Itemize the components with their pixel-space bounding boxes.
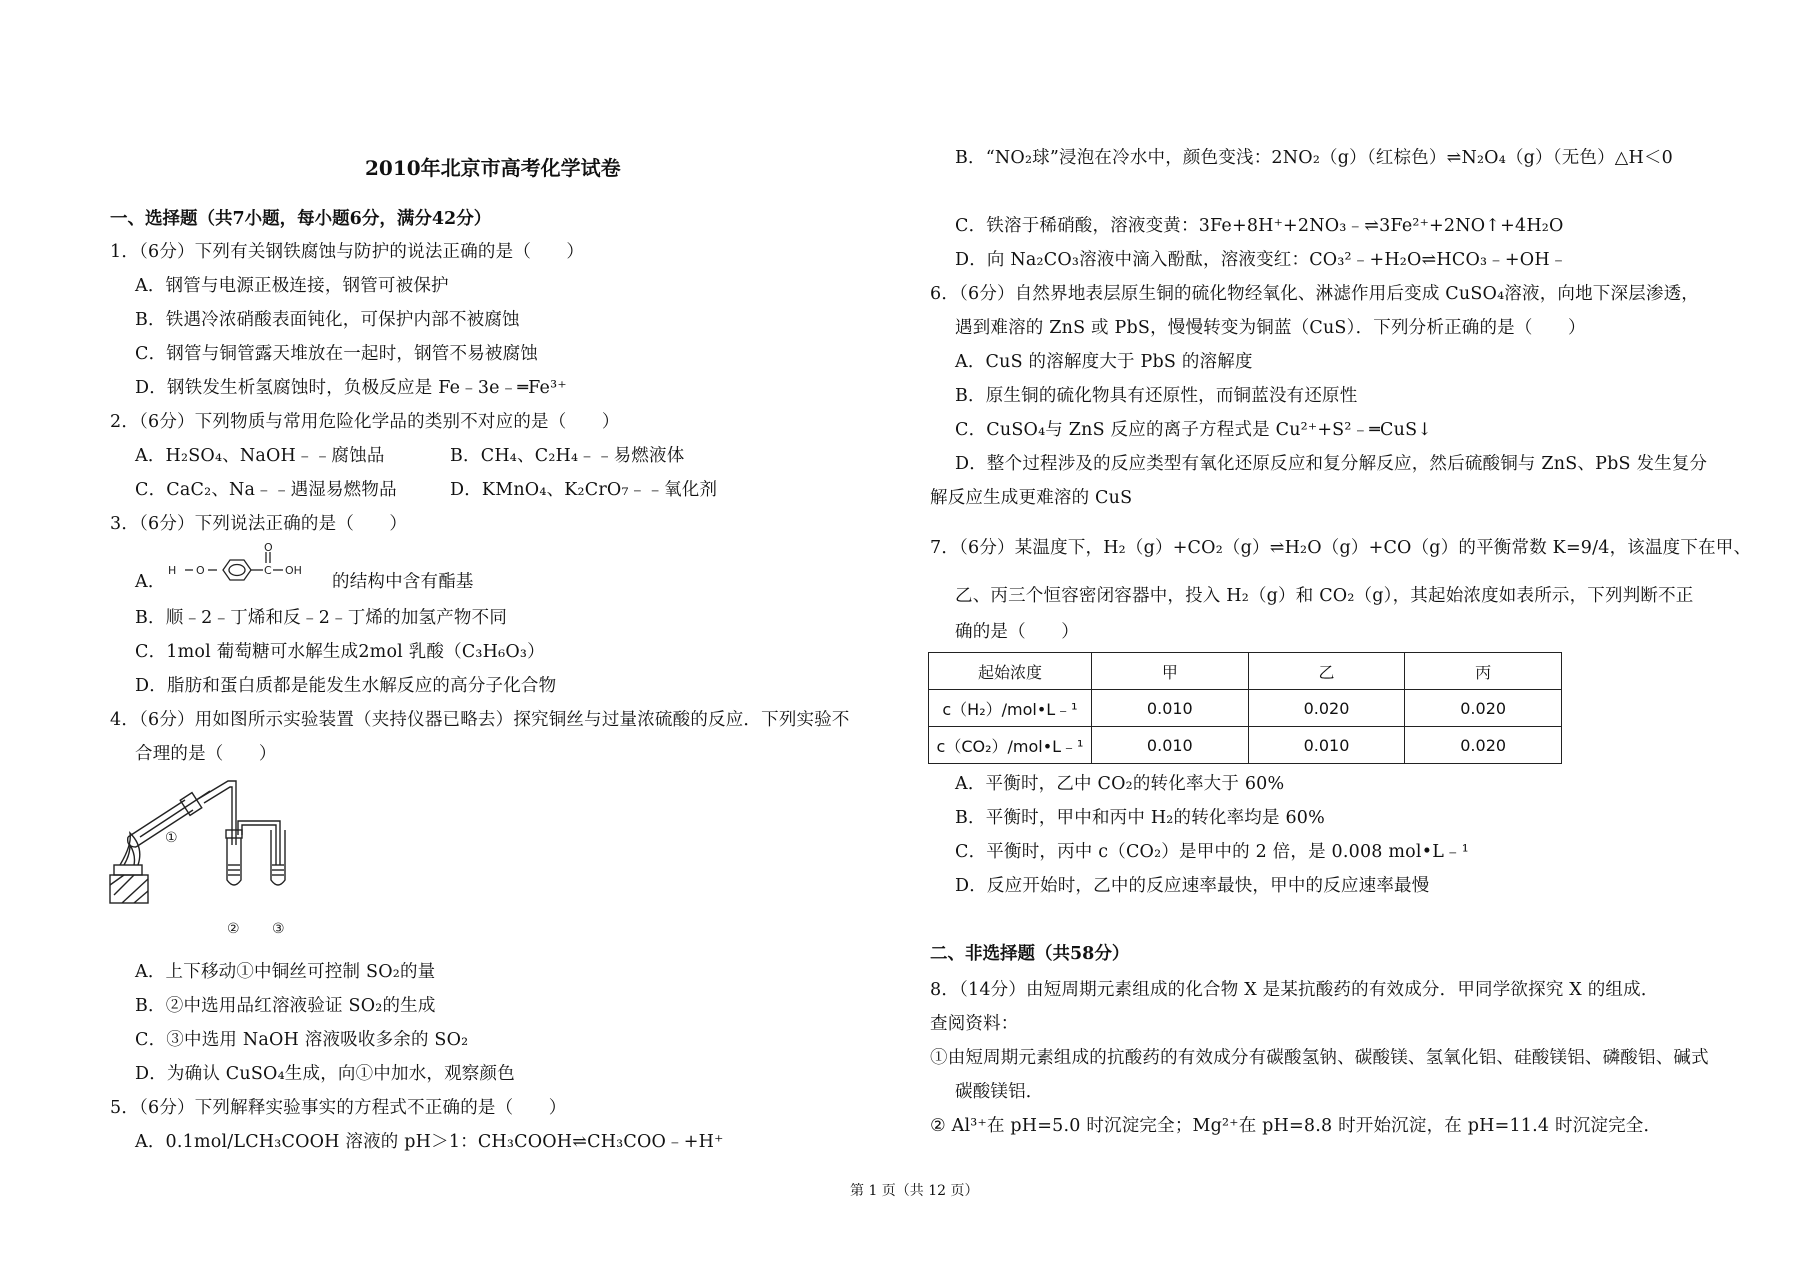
table-header-cell: 乙 [1248,653,1405,690]
table-header-cell: 甲 [1092,653,1249,690]
section-heading-choice: 一、选择题（共7小题，每小题6分，满分42分） [110,209,492,229]
q6-option-d-cont: 解反应生成更难溶的 CuS [930,488,1133,508]
molecule-oh: OH [285,564,302,577]
molecule-c: C [264,564,272,577]
q4-option-b: B．②中选用品红溶液验证 SO₂的生成 [135,996,436,1016]
q6-option-d: D．整个过程涉及的反应类型有氧化还原反应和复分解反应，然后硫酸铜与 ZnS、PbS 发生复分 [955,454,1708,474]
q8-reference-2: ② Al³⁺在 pH=5.0 时沉淀完全；Mg²⁺在 pH=8.8 时开始沉淀，在 pH=11.4 时沉淀完全． [930,1116,1662,1136]
initial-concentration-table [928,652,1562,764]
table-header-cell: 起始浓度 [929,653,1092,690]
question-8: 8．（14分）由短周期元素组成的化合物 X 是某抗酸药的有效成分．甲同学欲探究 X 的组成． [930,980,1659,1000]
table-cell: 0.020 [1405,727,1562,764]
table-cell: 0.010 [1092,727,1249,764]
q8-reference-heading: 查阅资料： [930,1014,1019,1034]
q5-option-a: A．0.1mol/LCH₃COOH 溶液的 pH＞1：CH₃COOH⇌CH₃COO﹣+H⁺ [135,1132,724,1152]
molecule-o: O [196,564,205,577]
q8-reference-1-cont: 碳酸镁铝． [955,1082,1044,1102]
question-4-cont: 合理的是（ ） [135,744,277,764]
q7-option-d: D．反应开始时，乙中的反应速率最快，甲中的反应速率最慢 [955,876,1430,896]
label-circle-2: ② [227,921,240,937]
section-heading-nonchoice: 二、非选择题（共58分） [930,944,1130,964]
table-cell: 0.010 [1248,727,1405,764]
q3-option-b: B．顺﹣2﹣丁烯和反﹣2﹣丁烯的加氢产物不同 [135,608,508,628]
q3-option-a-label: A． [135,572,166,592]
question-6: 6．（6分）自然界地表层原生铜的硫化物经氧化、淋滤作用后变成 CuSO₄溶液，向地下深层渗透， [930,284,1699,304]
table-cell: c（H₂）/mol•L﹣¹ [929,690,1092,727]
q2-option-a: A．H₂SO₄、NaOH﹣﹣腐蚀品 [135,446,385,466]
q3-option-a-text: 的结构中含有酯基 [332,572,474,592]
table-cell: 0.010 [1092,690,1249,727]
table-cell: c（CO₂）/mol•L﹣¹ [929,727,1092,764]
table-row [929,727,1562,764]
q5-option-d: D．向 Na₂CO₃溶液中滴入酚酞，溶液变红：CO₃²﹣+H₂O⇌HCO₃﹣+OH﹣ [955,250,1568,270]
question-7-cont2: 确的是（ ） [955,622,1079,642]
q4-option-c: C．③中选用 NaOH 溶液吸收多余的 SO₂ [135,1030,469,1050]
q1-option-b: B．铁遇冷浓硝酸表面钝化，可保护内部不被腐蚀 [135,310,520,330]
q1-option-d: D．钢铁发生析氢腐蚀时，负极反应是 Fe﹣3e﹣═Fe³⁺ [135,378,567,398]
q2-option-d: D．KMnO₄、K₂CrO₇﹣﹣氧化剂 [450,480,718,500]
q6-option-b: B．原生铜的硫化物具有还原性，而铜蓝没有还原性 [955,386,1358,406]
molecule-double-o: O [264,541,273,554]
question-3: 3．（6分）下列说法正确的是（ ） [110,514,408,534]
q1-option-c: C．钢管与铜管露天堆放在一起时，钢管不易被腐蚀 [135,344,538,364]
label-circle-3: ③ [272,921,285,937]
question-1: 1．（6分）下列有关钢铁腐蚀与防护的说法正确的是（ ） [110,242,585,262]
label-circle-1: ① [165,830,178,846]
q3-option-c: C．1mol 葡萄糖可水解生成2mol 乳酸（C₃H₆O₃） [135,642,545,662]
q5-option-b: B．“NO₂球”浸泡在冷水中，颜色变浅：2NO₂（g）（红棕色）⇌N₂O₄（g）（无色）△H＜0 [955,148,1673,168]
q6-option-a: A．CuS 的溶解度大于 PbS 的溶解度 [955,352,1253,372]
ester-structure-figure [165,543,335,585]
question-6-cont: 遇到难溶的 ZnS 或 PbS，慢慢转变为铜蓝（CuS）．下列分析正确的是（ ） [955,318,1586,338]
table-header-cell: 丙 [1405,653,1562,690]
q5-option-c: C．铁溶于稀硝酸，溶液变黄：3Fe+8H⁺+2NO₃﹣⇌3Fe²⁺+2NO↑+4H₂O [955,216,1564,236]
q2-option-b: B．CH₄、C₂H₄﹣﹣易燃液体 [450,446,685,466]
question-5: 5．（6分）下列解释实验事实的方程式不正确的是（ ） [110,1098,567,1118]
q4-option-a: A．上下移动①中铜丝可控制 SO₂的量 [135,962,436,982]
q6-option-c: C．CuSO₄与 ZnS 反应的离子方程式是 Cu²⁺+S²﹣═CuS↓ [955,420,1433,440]
table-header-row [929,653,1562,690]
q7-option-a: A．平衡时，乙中 CO₂的转化率大于 60% [955,774,1285,794]
q1-option-a: A．钢管与电源正极连接，钢管可被保护 [135,276,449,296]
page-footer: 第 1 页（共 12 页） [850,1183,979,1199]
q8-reference-1: ①由短周期元素组成的抗酸药的有效成分有碳酸氢钠、碳酸镁、氢氧化铝、硅酸镁铝、磷酸铝、碱式 [930,1048,1709,1068]
q3-option-d: D．脂肪和蛋白质都是能发生水解反应的高分子化合物 [135,676,557,696]
q2-option-c: C．CaC₂、Na﹣﹣遇湿易燃物品 [135,480,397,500]
table-cell: 0.020 [1248,690,1405,727]
question-4: 4．（6分）用如图所示实验装置（夹持仪器已略去）探究铜丝与过量浓硫酸的反应．下列实验不 [110,710,850,730]
apparatus-figure [110,775,320,940]
q7-option-b: B．平衡时，甲中和丙中 H₂的转化率均是 60% [955,808,1325,828]
molecule-h: H [168,564,177,577]
table-cell: 0.020 [1405,690,1562,727]
page-title: 2010年北京市高考化学试卷 [365,156,621,180]
question-2: 2．（6分）下列物质与常用危险化学品的类别不对应的是（ ） [110,412,620,432]
q7-option-c: C．平衡时，丙中 c（CO₂）是甲中的 2 倍，是 0.008 mol•L﹣¹ [955,842,1469,862]
question-7: 7．（6分）某温度下，H₂（g）+CO₂（g）⇌H₂O（g）+CO（g）的平衡常数 K=9/4，该温度下在甲、 [930,538,1752,558]
q4-option-d: D．为确认 CuSO₄生成，向①中加水，观察颜色 [135,1064,515,1084]
question-7-cont: 乙、丙三个恒容密闭容器中，投入 H₂（g）和 CO₂（g），其起始浓度如表所示，下列判断不正 [955,586,1694,606]
table-row [929,690,1562,727]
